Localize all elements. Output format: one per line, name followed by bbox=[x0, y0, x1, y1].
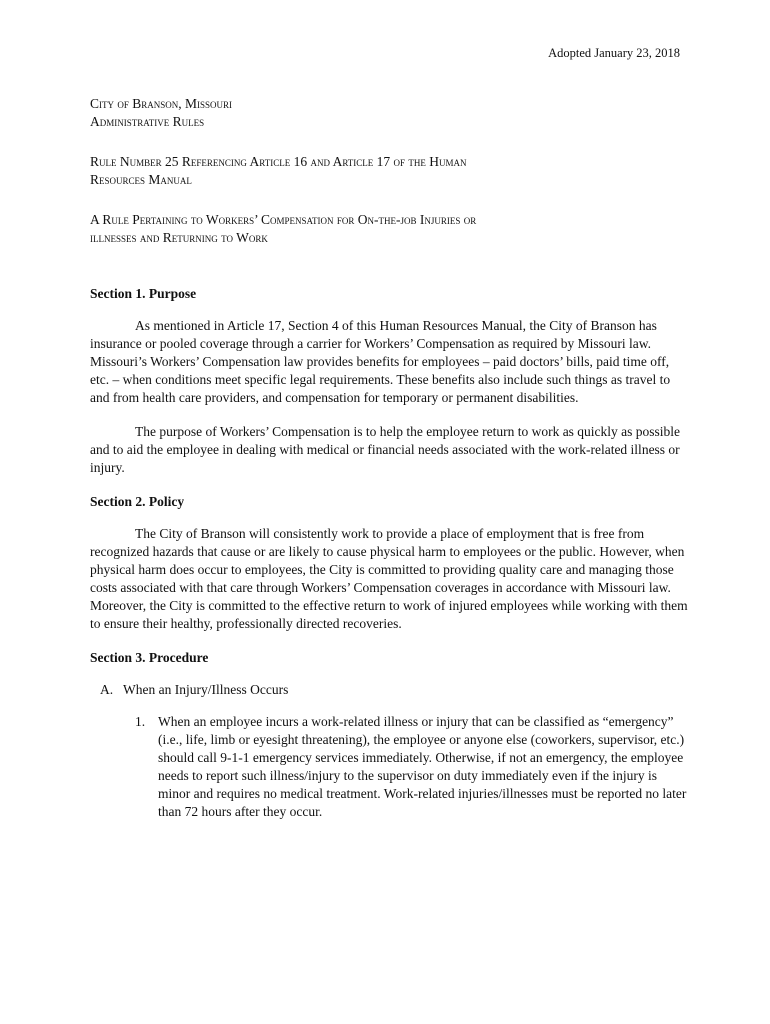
list-item-marker: 1. bbox=[135, 714, 146, 729]
list-item-text: When an employee incurs a work-related illness or injury that can be classified as “emergency” (i.e., life, limb or eyesight threatening), the employee or anyone else (coworkers, supervisor, etc.) should call 9-1-1 emergency services immediately. Otherwise, if not an emergency, the employee needs to report such illness/injury to the supervisor on duty immediately even if the injury is minor and requires no medical treatment. Work-related injuries/illnesses must be reported no later than 72 hours after they occur. bbox=[158, 714, 687, 819]
adopted-date: Adopted January 23, 2018 bbox=[548, 46, 680, 60]
section-1-paragraph-2: The purpose of Workers’ Compensation is to help the employee return to work as quickly as possible and to aid the employee in dealing with medical or financial needs associated with the work-related illness or injury. bbox=[90, 424, 681, 475]
section-2-heading: Section 2. Policy bbox=[90, 494, 185, 509]
rule-number-line2: Resources Manual bbox=[90, 172, 192, 187]
rules-title: Administrative Rules bbox=[90, 114, 205, 129]
rule-number-line1: Rule Number 25 Referencing Article 16 and Article 17 of the Human bbox=[90, 154, 467, 169]
section-1-paragraph-1: As mentioned in Article 17, Section 4 of this Human Resources Manual, the City of Branson has insurance or pooled coverage through a carrier for Workers’ Compensation as required by Missouri law. Missouri’s Workers’ Compensation law provides benefits for employees – paid doctors’ bills, paid time off, etc. – when conditions meet specific legal requirements. These benefits also include such things as travel to and from health care providers, and compensation for temporary or permanent disabilities. bbox=[90, 318, 671, 405]
section-1-heading: Section 1. Purpose bbox=[90, 286, 197, 301]
section-3-heading: Section 3. Procedure bbox=[90, 650, 209, 665]
rule-subject-line2: illnesses and Returning to Work bbox=[90, 230, 268, 245]
section-2-paragraph-1: The City of Branson will consistently work to provide a place of employment that is free from recognized hazards that cause or are likely to cause physical harm to employees or the public. However, when physical harm does occur to employees, the City is committed to providing quality care and managing those costs associated with that care through Workers’ Compensation coverages in accordance with Missouri law. Moreover, the City is committed to the effective return to work of injured employees while working with them to ensure their healthy, professionally directed recoveries. bbox=[90, 526, 688, 631]
subsection-a-marker: A. bbox=[100, 682, 114, 697]
rule-subject-line1: A Rule Pertaining to Workers’ Compensation for On-the-job Injuries or bbox=[90, 212, 477, 227]
list-item bbox=[135, 713, 690, 821]
city-title: City of Branson, Missouri bbox=[90, 96, 233, 111]
subsection-a-title: When an Injury/Illness Occurs bbox=[123, 682, 289, 697]
document-body bbox=[90, 95, 690, 821]
subsection-a bbox=[90, 681, 690, 699]
